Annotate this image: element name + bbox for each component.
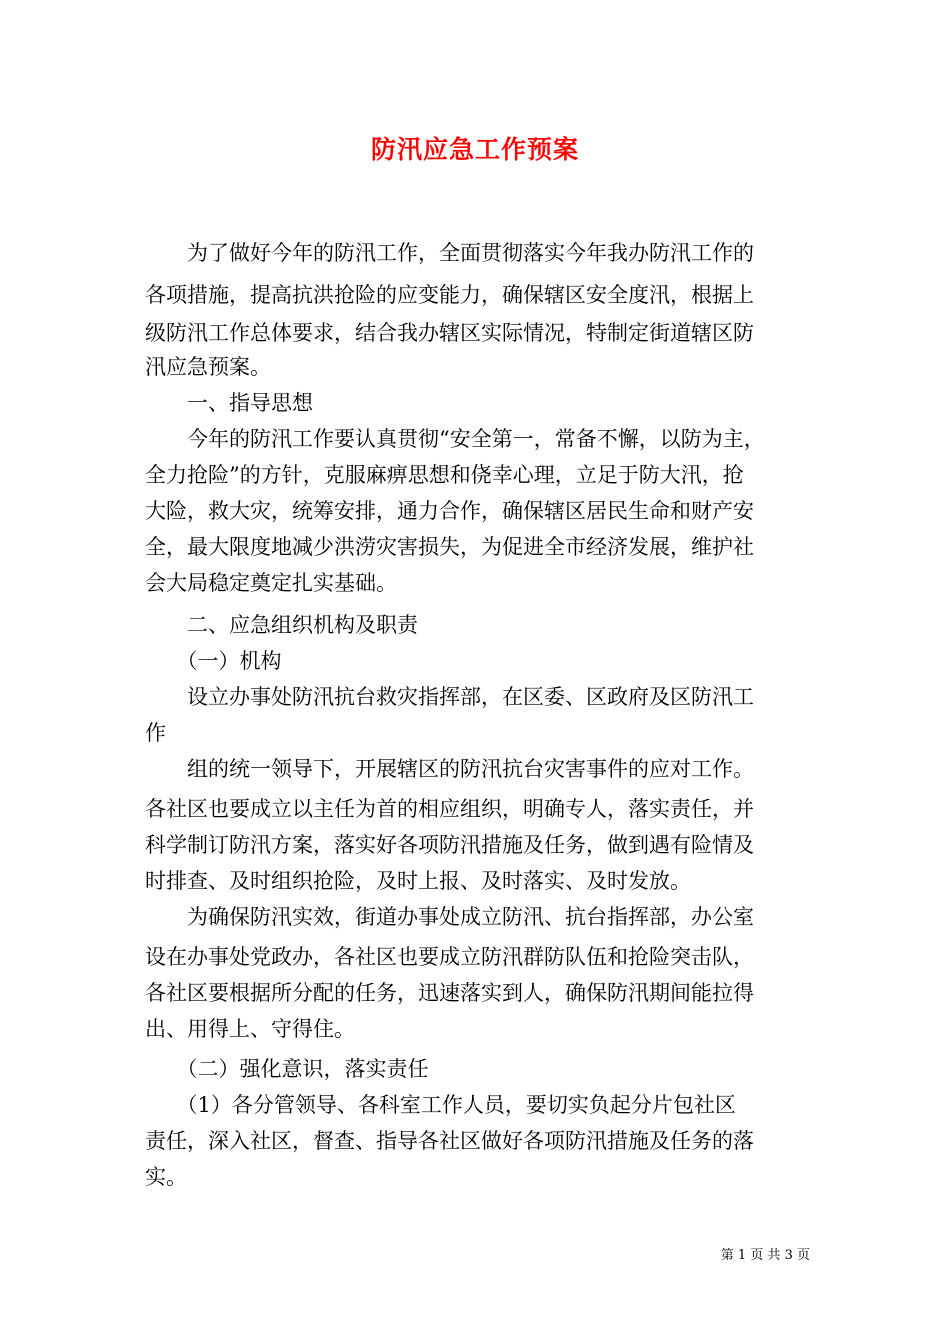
body-line: 出、用得上、守得住。 — [145, 1017, 355, 1041]
body-line: 设立办事处防汛抗台救灾指挥部，在区委、区政府及区防汛工 — [145, 685, 754, 709]
body-line: 各社区也要成立以主任为首的相应组织，明确专人，落实责任，并 — [145, 797, 754, 821]
section-heading: 一、指导思想 — [145, 391, 313, 415]
body-line: 会大局稳定奠定扎实基础。 — [145, 571, 397, 595]
body-line: 设在办事处党政办，各社区也要成立防汛群防队伍和抢险突击队， — [145, 945, 754, 969]
page-number: 第 1 页 共 3 页 — [720, 1248, 810, 1263]
body-line: （1）各分管领导、各科室工作人员，要切实负起分片包社区 — [145, 1093, 736, 1117]
body-line: 各项措施，提高抗洪抢险的应变能力，确保辖区安全度汛，根据上 — [145, 283, 754, 307]
body-line: 为了做好今年的防汛工作，全面贯彻落实今年我办防汛工作的 — [145, 241, 754, 265]
body-line: 汛应急预案。 — [145, 355, 271, 379]
body-line: 时排查、及时组织抢险，及时上报、及时落实、及时发放。 — [145, 869, 691, 893]
body-line: 大险，救大灾，统筹安排，通力合作，确保辖区居民生命和财产安 — [145, 499, 754, 523]
body-line: 为确保防汛实效，街道办事处成立防汛、抗台指挥部，办公室 — [145, 905, 754, 929]
document-title: 防汛应急工作预案 — [370, 135, 579, 164]
body-line: 级防汛工作总体要求，结合我办辖区实际情况，特制定街道辖区防 — [145, 321, 754, 345]
body-line: 作 — [145, 721, 166, 745]
subsection-heading: （二）强化意识，落实责任 — [145, 1057, 429, 1081]
body-line: 全力抢险”的方针，克服麻痹思想和侥幸心理，立足于防大汛，抢 — [145, 463, 744, 487]
body-line: 各社区要根据所分配的任务，迅速落实到人，确保防汛期间能拉得 — [145, 981, 754, 1005]
body-line: 科学制订防汛方案，落实好各项防汛措施及任务，做到遇有险情及 — [145, 833, 754, 857]
subsection-heading: （一）机构 — [145, 649, 282, 673]
body-line: 责任，深入社区，督查、指导各社区做好各项防汛措施及任务的落 — [145, 1129, 754, 1153]
section-heading: 二、应急组织机构及职责 — [145, 613, 418, 637]
body-line: 全，最大限度地减少洪涝灾害损失，为促进全市经济发展，维护社 — [145, 535, 754, 559]
body-line: 实。 — [145, 1165, 187, 1189]
body-line: 今年的防汛工作要认真贯彻“安全第一，常备不懈，以防为主， — [145, 427, 765, 451]
body-line: 组的统一领导下，开展辖区的防汛抗台灾害事件的应对工作。 — [145, 757, 754, 781]
